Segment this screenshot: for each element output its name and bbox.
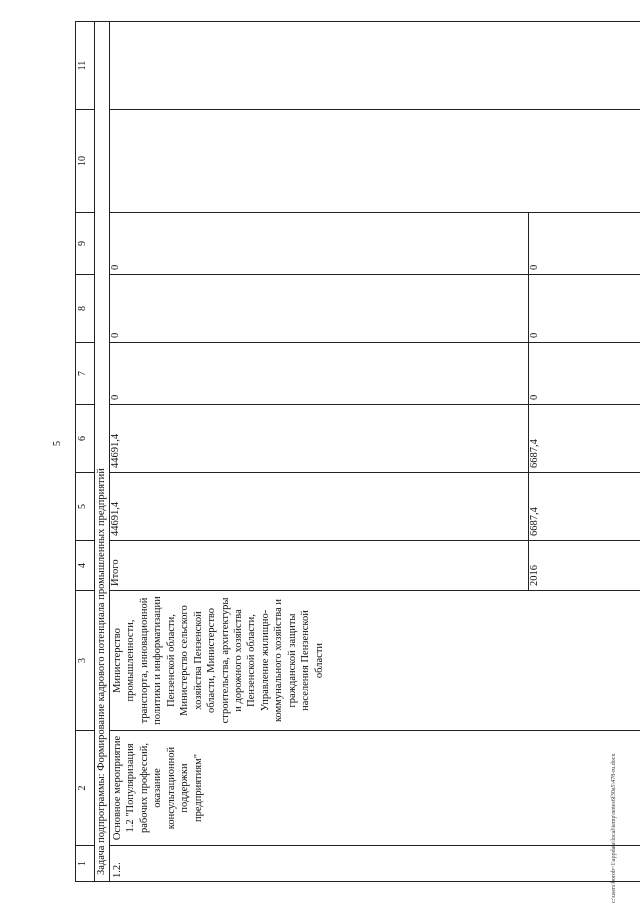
period-cell	[110, 541, 640, 591]
period-year: 2016	[529, 565, 540, 586]
col-num: 2	[76, 731, 95, 846]
col-num: 7	[76, 343, 95, 405]
value-total: 0	[110, 343, 529, 404]
col-num: 1	[76, 846, 95, 882]
value-year: 0	[529, 332, 540, 338]
value-cell	[110, 473, 640, 541]
value-year: 0	[529, 394, 540, 400]
col-num: 11	[76, 22, 95, 110]
value-total: 0	[110, 275, 529, 342]
executor-cell: Министерство промышленности, транспорта, инновационной политики и информатизации Пензенской области, Министерство сельского хозяйства Пензенской области, Министерство строительства, архитектуры и дорожного хозяйства Пензенской области, Управление жилищно-коммунального хозяйства и гражданской защиты населения Пензенской области	[110, 591, 640, 731]
col-num: 3	[76, 591, 95, 731]
empty-cell	[110, 110, 640, 213]
value-cell	[110, 405, 640, 473]
value-total: 44691,4	[110, 473, 529, 540]
task-title: Задача подпрограммы: Формирование кадрового потенциала промышленных предприятий	[95, 22, 110, 882]
value-cell	[110, 275, 640, 343]
period-total: Итого	[110, 541, 529, 590]
col-num: 9	[76, 213, 95, 275]
row-number: 1.2.	[110, 846, 640, 882]
table-row	[110, 22, 640, 882]
col-num: 5	[76, 473, 95, 541]
empty-cell	[110, 22, 640, 110]
col-num: 8	[76, 275, 95, 343]
page-number: 5	[52, 441, 63, 446]
value-total: 44691,4	[110, 405, 529, 472]
rotated-table-container	[75, 22, 577, 882]
col-num: 10	[76, 110, 95, 213]
task-row	[95, 22, 110, 882]
column-number-row	[76, 22, 95, 882]
col-num: 4	[76, 541, 95, 591]
activity-name: Основное мероприятие 1.2 "Популяризация рабочих профессий, оказание консультационной поддержки предприятиям"	[110, 731, 640, 846]
value-total: 0	[110, 213, 529, 274]
footer-file-path: c:\users\borob~1\appdata\local\temp\notes6f30a5\478-ru.docx	[611, 753, 617, 903]
program-table	[75, 21, 640, 882]
value-year: 6687,4	[529, 507, 540, 536]
col-num: 6	[76, 405, 95, 473]
value-cell	[110, 213, 640, 275]
value-cell	[110, 343, 640, 405]
value-year: 0	[529, 264, 540, 270]
value-year: 6687,4	[529, 439, 540, 468]
